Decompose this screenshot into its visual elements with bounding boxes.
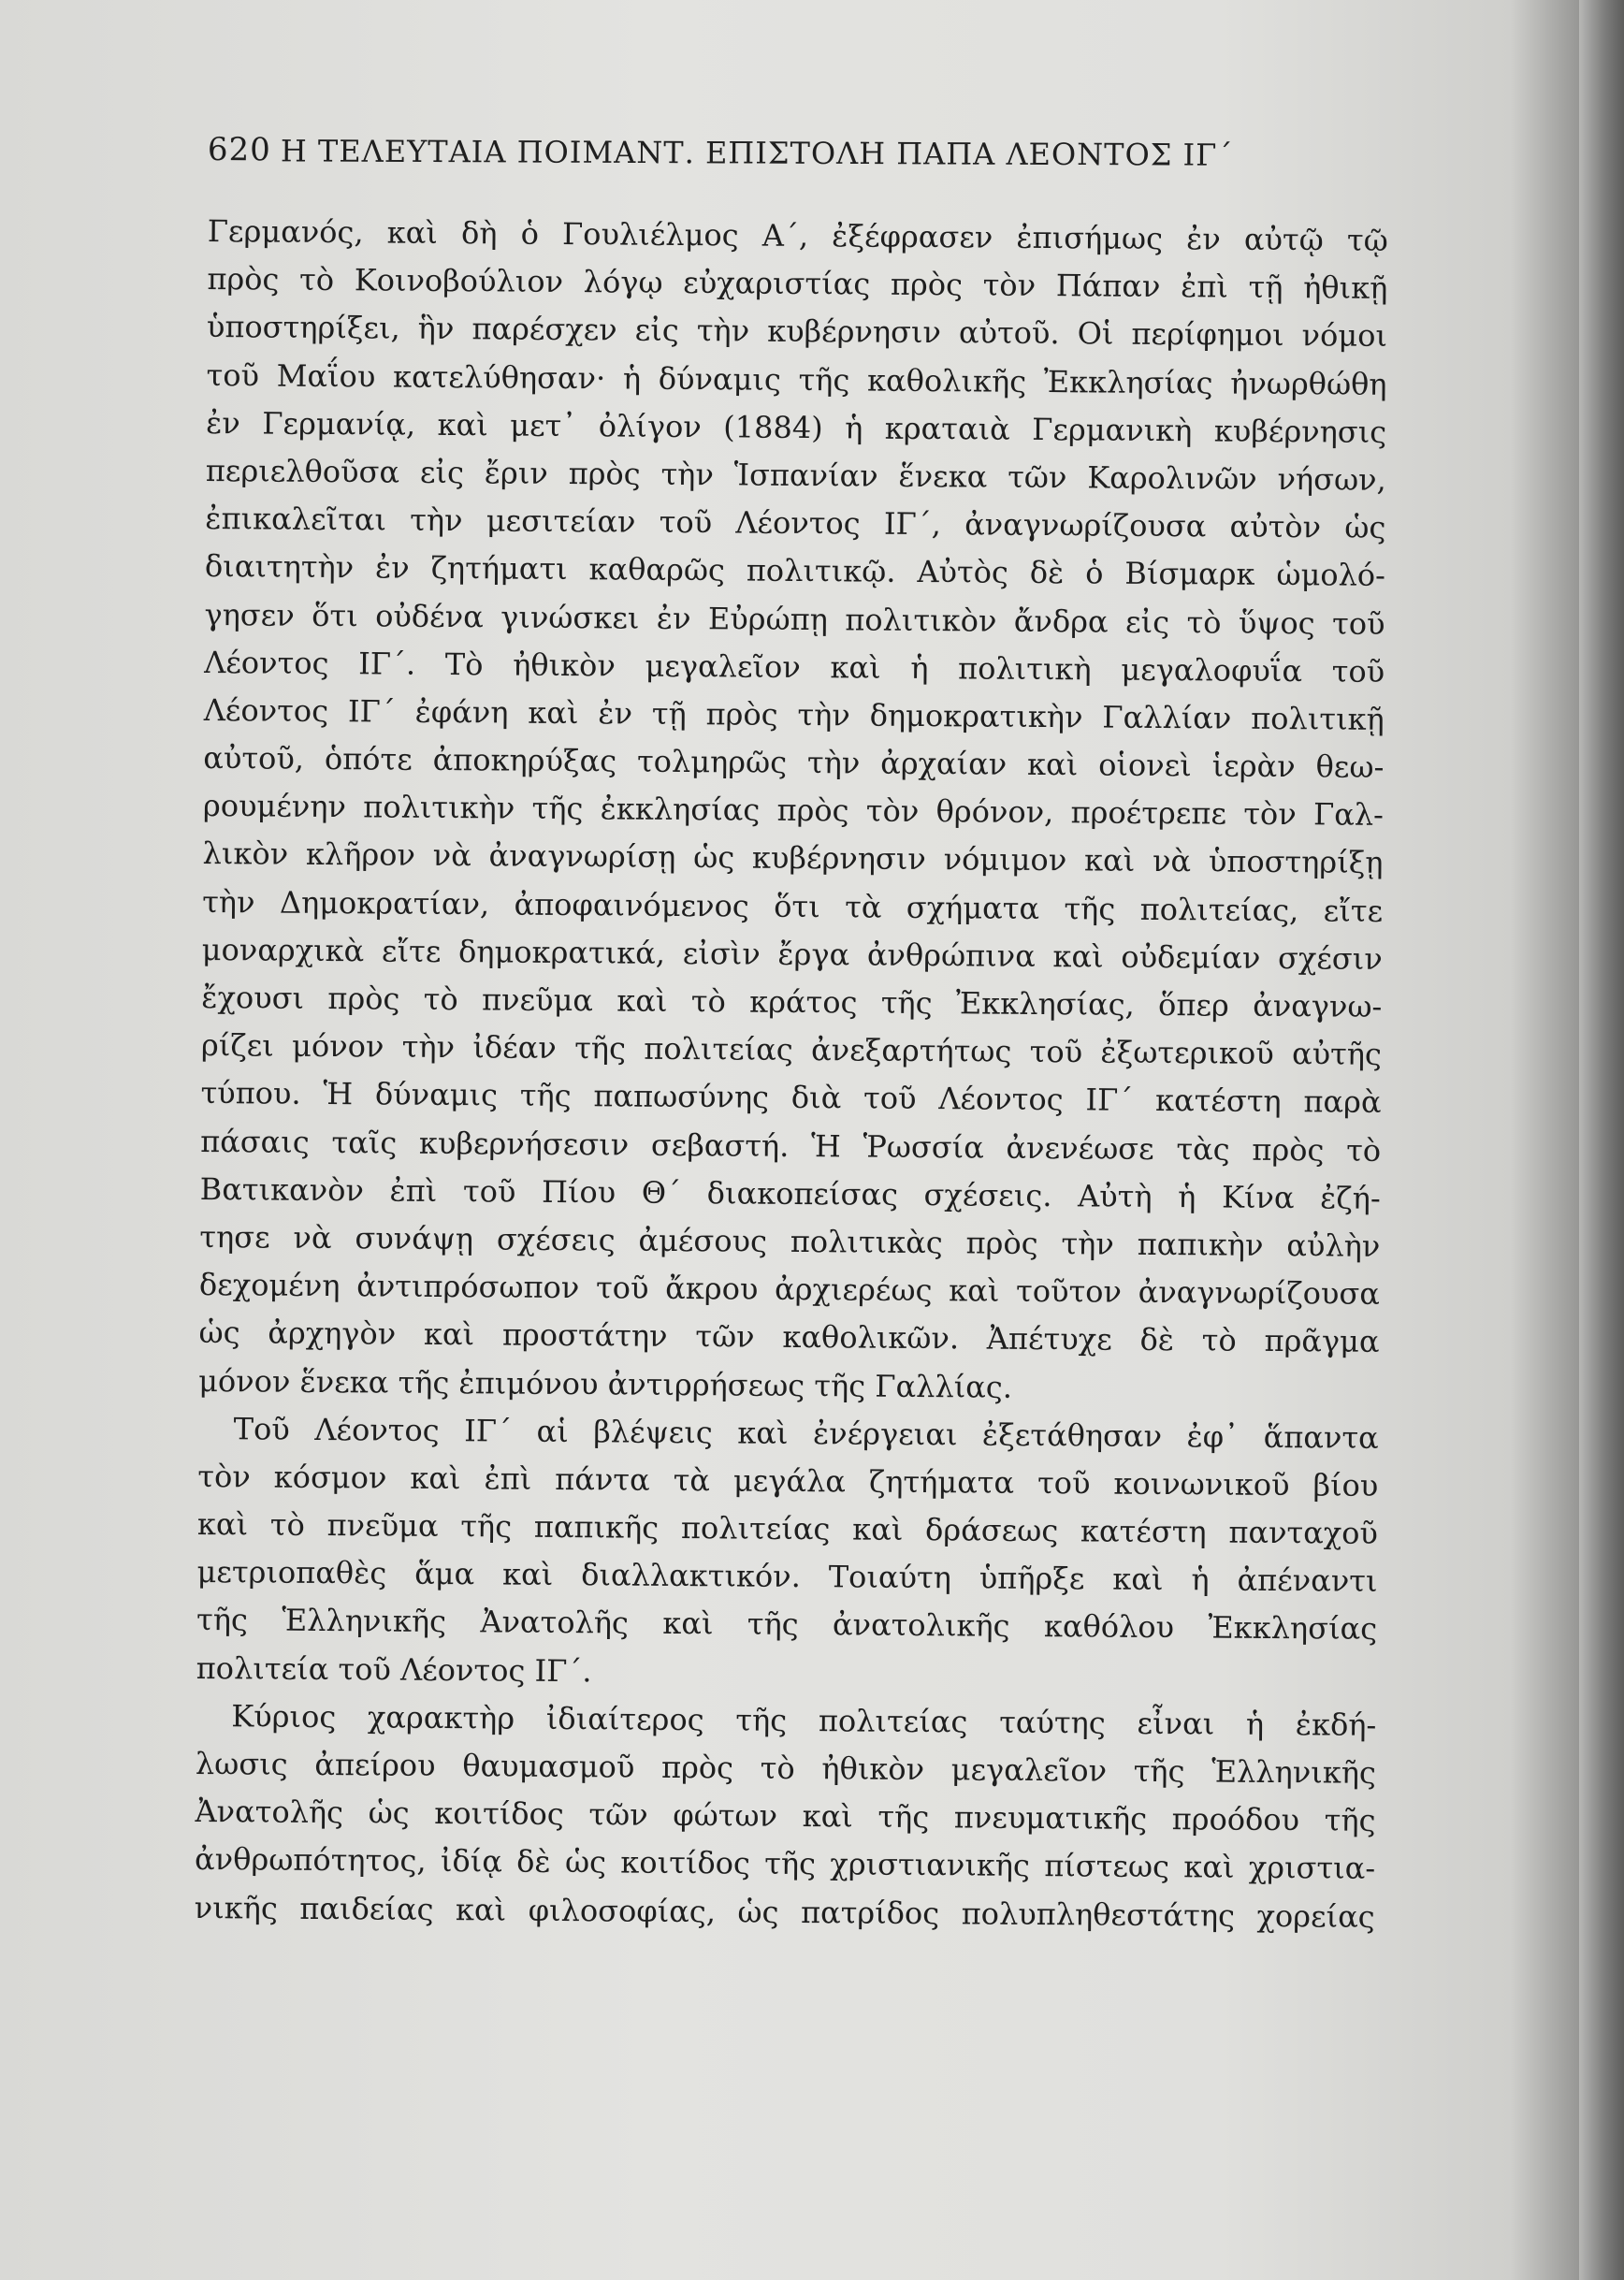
text-line: ἔχουσι πρὸς τὸ πνεῦμα καὶ τὸ κράτος τῆς Ἐκκλησίας, ὅπερ ἀναγνω- [201, 979, 1383, 1024]
text-line: πρὸς τὸ Κοινοβούλιον λόγῳ εὐχαριστίας πρὸς τὸν Πάπαν ἐπὶ τῇ ἠθικῇ [207, 261, 1388, 307]
text-line: λωσις ἀπείρου θαυμασμοῦ πρὸς τὸ ἠθικὸν μεγαλεῖον τῆς Ἑλληνικῆς [195, 1745, 1377, 1791]
text-line: ἐπικαλεῖται τὴν μεσιτείαν τοῦ Λέοντος ΙΓ΄, ἀναγνωρίζουσα αὐτὸν ὡς [205, 501, 1386, 546]
text-line: διαιτητὴν ἐν ζητήματι καθαρῶς πολιτικῷ. Αὐτὸς δὲ ὁ Βίσμαρκ ὡμολό- [204, 548, 1386, 594]
text-line: ὡς ἀρχηγὸν καὶ προστάτην τῶν καθολικῶν. Ἀπέτυχε δὲ τὸ πρᾶγμα [198, 1314, 1380, 1360]
text-line: ἀνθρωπότητος, ἰδίᾳ δὲ ὡς κοιτίδος τῆς χριστιανικῆς πίστεως καὶ χριστια- [194, 1841, 1376, 1887]
text-line: νικῆς παιδείας καὶ φιλοσοφίας, ὡς πατρίδος πολυπληθεστάτης χορείας [194, 1889, 1375, 1935]
running-title: Η ΤΕΛΕΥΤΑΙΑ ΠΟΙΜΑΝΤ. ΕΠΙΣΤΟΛΗ ΠΑΠΑ ΛΕΟΝΤΟΣ ΙΓ΄ [280, 133, 1234, 173]
text-line: λικὸν κλῆρον νὰ ἀναγνωρίσῃ ὡς κυβέρνησιν νόμιμον καὶ νὰ ὑποστηρίξῃ [202, 835, 1384, 881]
page-number: 620 [207, 131, 271, 169]
text-line: τῆς Ἑλληνικῆς Ἀνατολῆς καὶ τῆς ἀνατολικῆς καθόλου Ἐκκλησίας [196, 1602, 1378, 1648]
text-line: τὴν Δημοκρατίαν, ἀποφαινόμενος ὅτι τὰ σχήματα τῆς πολιτείας, εἴτε [202, 883, 1384, 929]
paragraph-start-line: Κύριος χαρακτὴρ ἰδιαίτερος τῆς πολιτείας ταύτης εἶναι ἡ ἐκδή- [231, 1698, 1377, 1743]
text-line: ρίζει μόνον τὴν ἰδέαν τῆς πολιτείας ἀνεξαρτήτως τοῦ ἐξωτερικοῦ αὐτῆς [200, 1027, 1383, 1073]
text-line: μοναρχικὰ εἴτε δημοκρατικά, εἰσὶν ἔργα ἀνθρώπινα καὶ οὐδεμίαν σχέσιν [201, 931, 1383, 977]
text-line: περιελθοῦσα εἰς ἔριν πρὸς τὴν Ἱσπανίαν ἕνεκα τῶν Καρολινῶν νήσων, [205, 452, 1386, 498]
text-line: ἐν Γερμανίᾳ, καὶ μετ᾽ ὀλίγον (1884) ἡ κραταιὰ Γερμανικὴ κυβέρνησις [206, 404, 1387, 450]
text-line: τὸν κόσμον καὶ ἐπὶ πάντα τὰ μεγάλα ζητήματα τοῦ κοινωνικοῦ βίου [197, 1458, 1379, 1503]
text-line: καὶ τὸ πνεῦμα τῆς παπικῆς πολιτείας καὶ δράσεως κατέστη πανταχοῦ [196, 1506, 1379, 1551]
text-line: γησεν ὅτι οὐδένα γινώσκει ἐν Εὐρώπῃ πολιτικὸν ἄνδρα εἰς τὸ ὕψος τοῦ [204, 596, 1385, 642]
text-line: πάσαις ταῖς κυβερνήσεσιν σεβαστή. Ἡ Ῥωσσία ἀνενέωσε τὰς πρὸς τὸ [200, 1123, 1382, 1169]
page-header [208, 131, 1386, 184]
text-line: ὑποστηρίξει, ἣν παρέσχεν εἰς τὴν κυβέρνησιν αὐτοῦ. Οἱ περίφημοι νόμοι [206, 309, 1388, 355]
text-line: Γερμανός, καὶ δὴ ὁ Γουλιέλμος Α΄, ἐξέφρασεν ἐπισήμως ἐν αὐτῷ τῷ [207, 212, 1388, 258]
paragraph-start-line: Τοῦ Λέοντος ΙΓ΄ αἱ βλέψεις καὶ ἐνέργειαι ἐξετάθησαν ἐφ᾽ ἅπαντα [233, 1410, 1379, 1456]
text-line: Λέοντος ΙΓ΄ ἐφάνη καὶ ἐν τῇ πρὸς τὴν δημοκρατικὴν Γαλλίαν πολιτικῇ [203, 691, 1385, 737]
text-line: δεχομένη ἀντιπρόσωπον τοῦ ἄκρου ἀρχιερέως καὶ τοῦτον ἀναγνωρίζουσα [198, 1267, 1381, 1313]
text-line: πολιτεία τοῦ Λέοντος ΙΓ΄. [196, 1649, 592, 1689]
text-line: τοῦ Μαΐου κατελύθησαν· ἡ δύναμις τῆς καθολικῆς Ἐκκλησίας ἠνωρθώθη [206, 356, 1387, 402]
text-line: αὐτοῦ, ὁπότε ἀποκηρύξας τολμηρῶς τὴν ἀρχαίαν καὶ οἱονεὶ ἱερὰν θεω- [203, 740, 1385, 785]
body-text [195, 208, 1388, 1941]
text-line: Λέοντος ΙΓ΄. Τὸ ἠθικὸν μεγαλεῖον καὶ ἡ πολιτικὴ μεγαλοφυΐα τοῦ [204, 644, 1385, 690]
text-line: τύπου. Ἡ δύναμις τῆς παπωσύνης διὰ τοῦ Λέοντος ΙΓ΄ κατέστη παρὰ [200, 1075, 1382, 1121]
text-line: μετριοπαθὲς ἅμα καὶ διαλλακτικόν. Τοιαύτη ὑπῆρξε καὶ ἡ ἀπέναντι [196, 1554, 1378, 1600]
text-line: Ἀνατολῆς ὡς κοιτίδος τῶν φώτων καὶ τῆς πνευματικῆς προόδου τῆς [195, 1794, 1376, 1839]
text-line: μόνον ἕνεκα τῆς ἐπιμόνου ἀντιρρήσεως τῆς Γαλλίας. [198, 1362, 1013, 1405]
text-line: τησε νὰ συνάψῃ σχέσεις ἀμέσους πολιτικὰς πρὸς τὴν παπικὴν αὐλὴν [199, 1218, 1381, 1264]
text-line: ρουμένην πολιτικὴν τῆς ἐκκλησίας πρὸς τὸν θρόνον, προέτρεπε τὸν Γαλ- [202, 788, 1385, 834]
page-edge-shadow [1579, 0, 1624, 2280]
text-line: Βατικανὸν ἐπὶ τοῦ Πίου Θ΄ διακοπείσας σχέσεις. Αὐτὴ ἡ Κίνα ἐζή- [199, 1170, 1381, 1216]
